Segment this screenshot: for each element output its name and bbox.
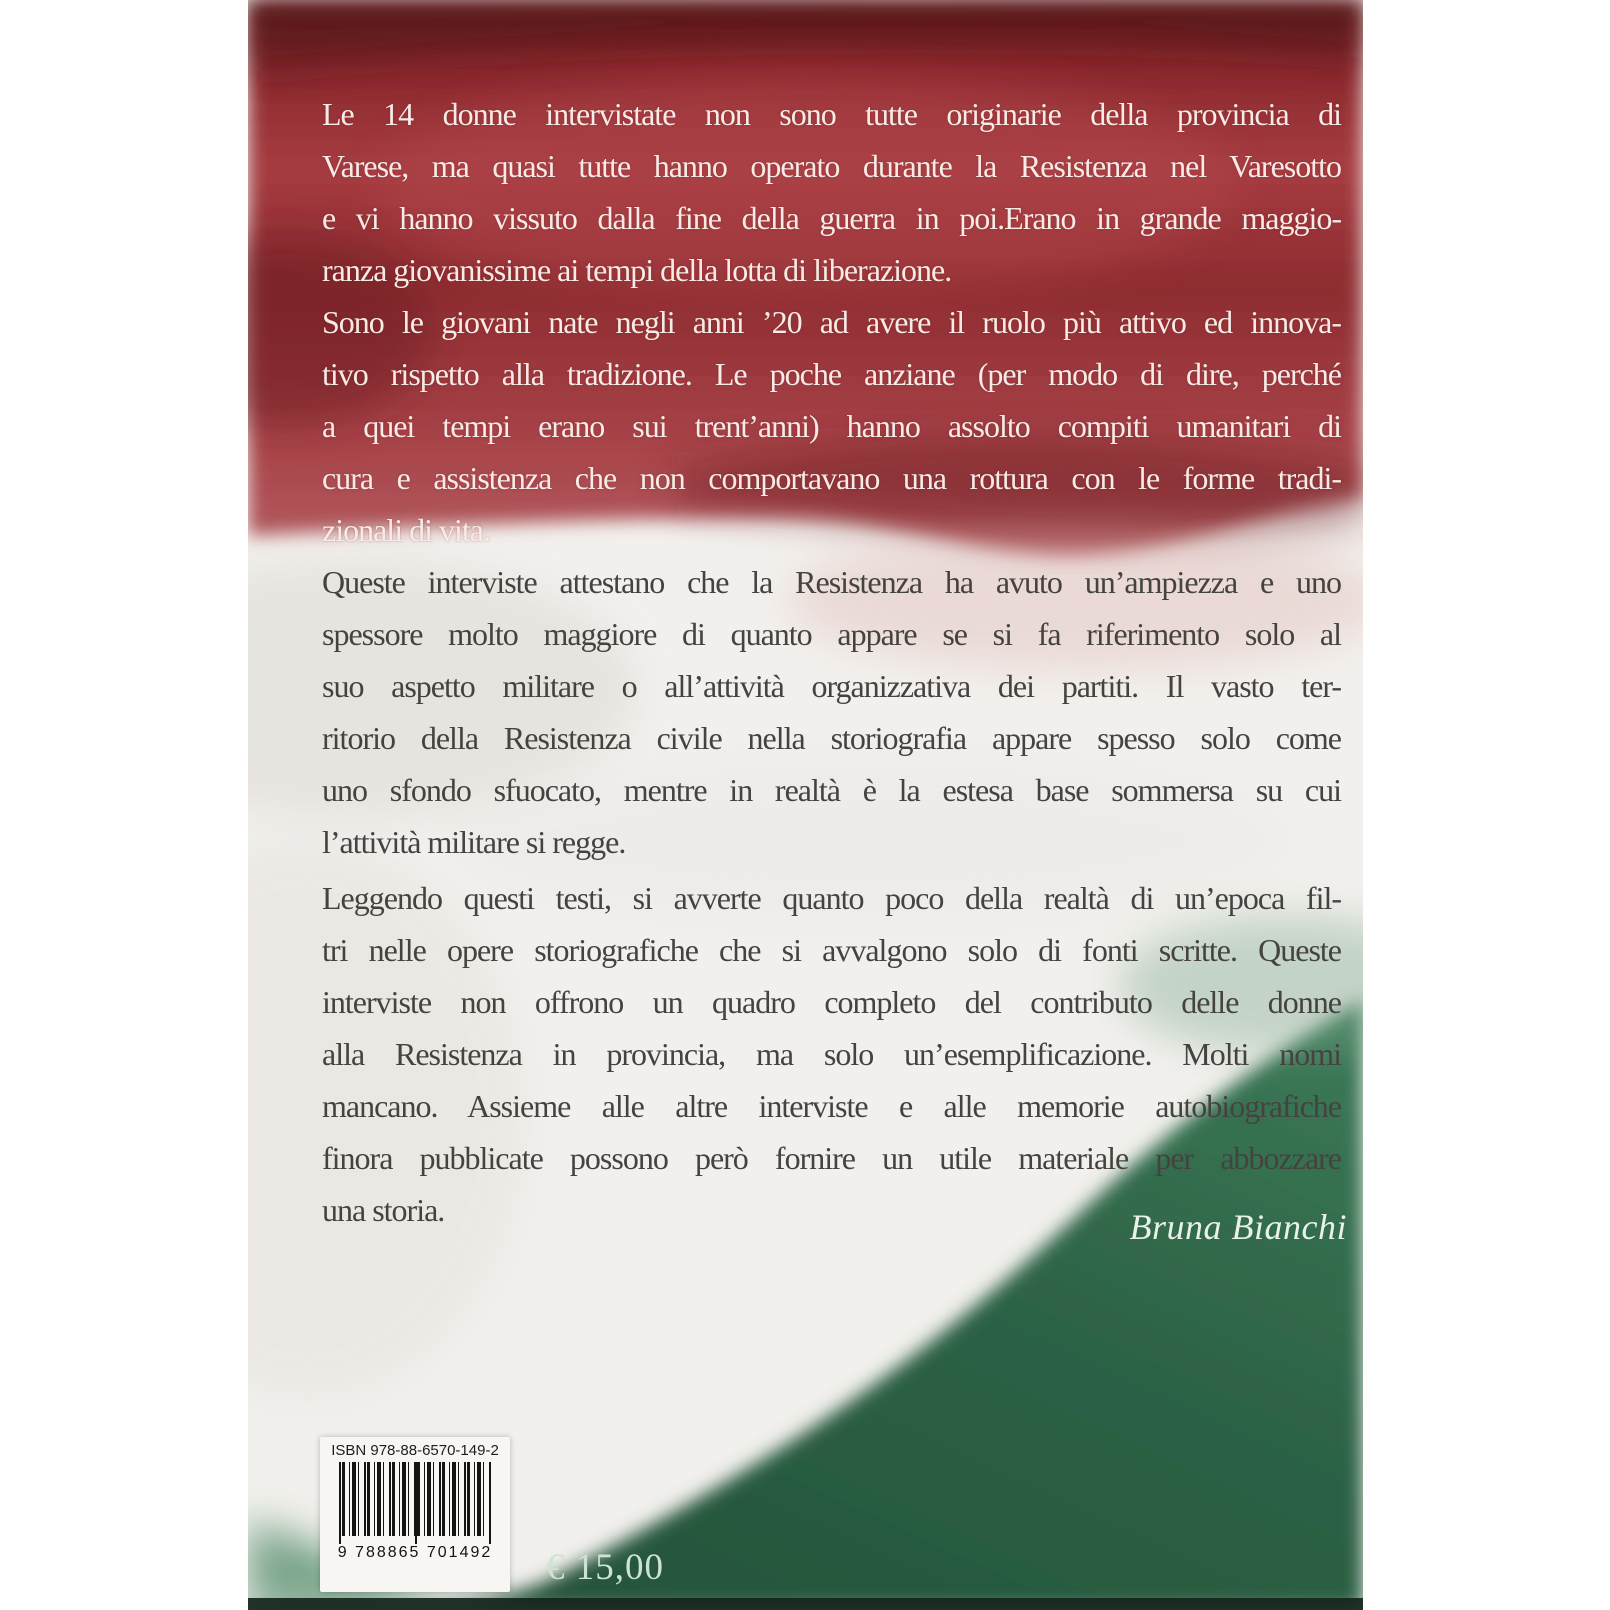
barcode-guard-bar: [415, 1462, 417, 1544]
blurb-line: spessore molto maggiore di quanto appare se si fa riferimento solo al: [322, 616, 1341, 652]
blurb-line: ranza giovanissime ai tempi della lotta di liberazione.: [322, 252, 952, 288]
blurb-line: e vi hanno vissuto dalla fine della guerra in poi.Erano in grande maggio-: [322, 200, 1341, 236]
blurb-line: interviste non offrono un quadro completo del contributo delle donne: [322, 984, 1341, 1020]
blurb-line: cura e assistenza che non comportavano una rottura con le forme tradi-: [322, 460, 1341, 496]
barcode-guard-bar: [489, 1462, 491, 1544]
blurb-paragraph-1: [322, 88, 1341, 556]
blurb-line: finora pubblicate possono però fornire un utile materiale per abbozzare: [322, 1140, 1341, 1176]
blurb-line: tri nelle opere storiografiche che si avvalgono solo di fonti scritte. Queste: [322, 932, 1341, 968]
blurb-line: una storia.: [322, 1192, 445, 1228]
blurb-line: Leggendo questi testi, si avverte quanto poco della realtà di un’epoca fil-: [322, 880, 1341, 916]
barcode-guard-bar: [339, 1462, 341, 1544]
ean-barcode: [333, 1462, 497, 1542]
book-bottom-edge: [248, 1598, 1363, 1610]
blurb-line: alla Resistenza in provincia, ma solo un’esemplificazione. Molti nomi: [322, 1036, 1341, 1072]
isbn-barcode-label: [320, 1437, 510, 1592]
blurb-line: ritorio della Resistenza civile nella storiografia appare spesso solo come: [322, 720, 1341, 756]
blurb-line: Varese, ma quasi tutte hanno operato durante la Resistenza nel Varesotto: [322, 148, 1341, 184]
barcode-digits: 9 788865 701492: [337, 1544, 493, 1561]
blurb-paragraph-3: [322, 872, 1341, 1236]
blurb-line: Le 14 donne intervistate non sono tutte originarie della provincia di: [322, 96, 1341, 132]
isbn-number: ISBN 978-88-6570-149-2: [331, 1442, 499, 1459]
blurb-line: mancano. Assieme alle altre interviste e alle memorie autobiografiche: [322, 1088, 1341, 1124]
blurb-line: Queste interviste attestano che la Resistenza ha avuto un’ampiezza e uno: [322, 564, 1341, 600]
book-back-cover: [248, 0, 1363, 1610]
blurb-line: a quei tempi erano sui trent’anni) hanno assolto compiti umanitari di: [322, 408, 1341, 444]
blurb-line: uno sfondo sfuocato, mentre in realtà è la estesa base sommersa su cui: [322, 772, 1341, 808]
blurb-line: suo aspetto militare o all’attività organizzativa dei partiti. Il vasto ter-: [322, 668, 1341, 704]
price-label: € 15,00: [546, 1547, 664, 1588]
blurb-line: tivo rispetto alla tradizione. Le poche anziane (per modo di dire, perché: [322, 356, 1341, 392]
blurb-paragraph-2: [322, 556, 1341, 868]
author-signature: Bruna Bianchi: [1129, 1207, 1347, 1247]
blurb-line: zionali di vita.: [322, 512, 490, 548]
blurb-line: Sono le giovani nate negli anni ’20 ad avere il ruolo più attivo ed innova-: [322, 304, 1341, 340]
blurb-line: l’attività militare si regge.: [322, 824, 626, 860]
